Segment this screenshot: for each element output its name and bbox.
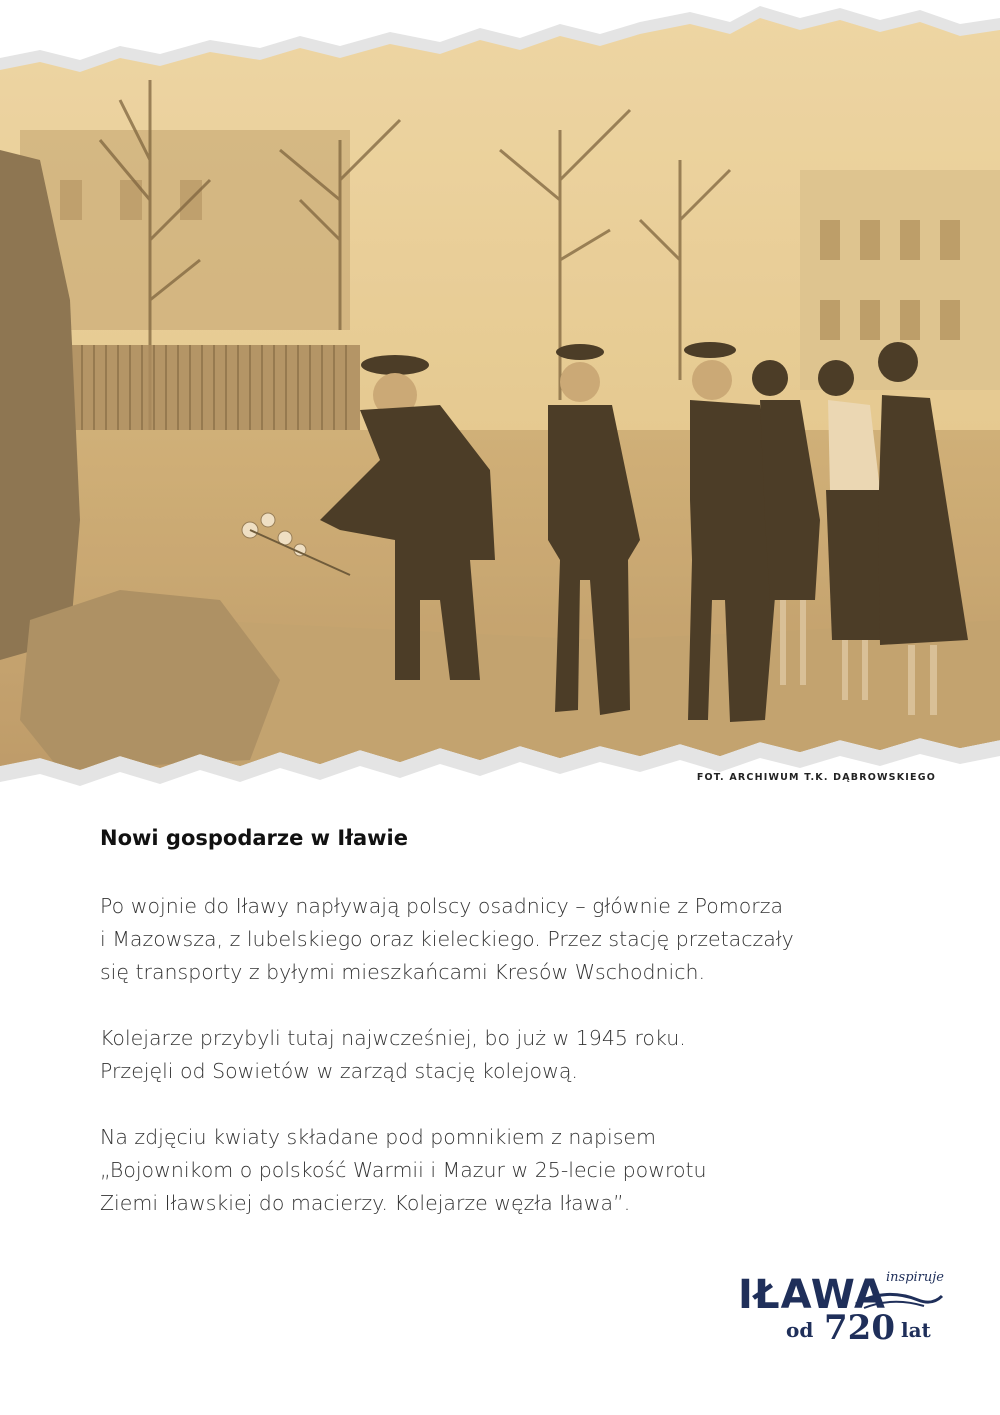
logo-prefix: od — [786, 1318, 814, 1342]
paragraph-line: się transporty z byłymi mieszkańcami Kresów Wschodnich. — [100, 960, 706, 984]
photo-credit: FOT. ARCHIWUM T.K. DĄBROWSKIEGO — [696, 772, 936, 783]
ilawa-logo — [736, 1268, 956, 1358]
article-heading: Nowi gospodarze w Iławie — [100, 826, 408, 850]
paragraph-line: „Bojownikom o polskość Warmii i Mazur w 25-lecie powrotu — [100, 1158, 707, 1182]
logo-number: 720 — [824, 1308, 895, 1348]
wave-icon — [854, 1288, 944, 1310]
paragraph-line: Na zdjęciu kwiaty składane pod pomnikiem z napisem — [100, 1125, 656, 1149]
paragraph-1 — [100, 890, 930, 989]
paragraph-2 — [100, 1022, 930, 1088]
logo-tagline: inspiruje — [886, 1270, 944, 1285]
paragraph-line: Kolejarze przybyli tutaj najwcześniej, bo już w 1945 roku. — [100, 1026, 686, 1050]
paragraph-line: Ziemi Iławskiej do macierzy. Kolejarze węzła Iława”. — [100, 1191, 631, 1215]
paragraph-line: Po wojnie do Iławy napływają polscy osadnicy – głównie z Pomorza — [100, 894, 784, 918]
paragraph-3 — [100, 1121, 930, 1220]
paragraph-line: i Mazowsza, z lubelskiego oraz kieleckiego. Przez stację przetaczały — [100, 927, 794, 951]
article — [100, 826, 930, 1253]
logo-suffix: lat — [901, 1318, 931, 1342]
logo-main-text: IŁAWA — [738, 1272, 887, 1318]
paragraph-line: Przejęli od Sowietów w zarząd stację kolejową. — [100, 1059, 578, 1083]
